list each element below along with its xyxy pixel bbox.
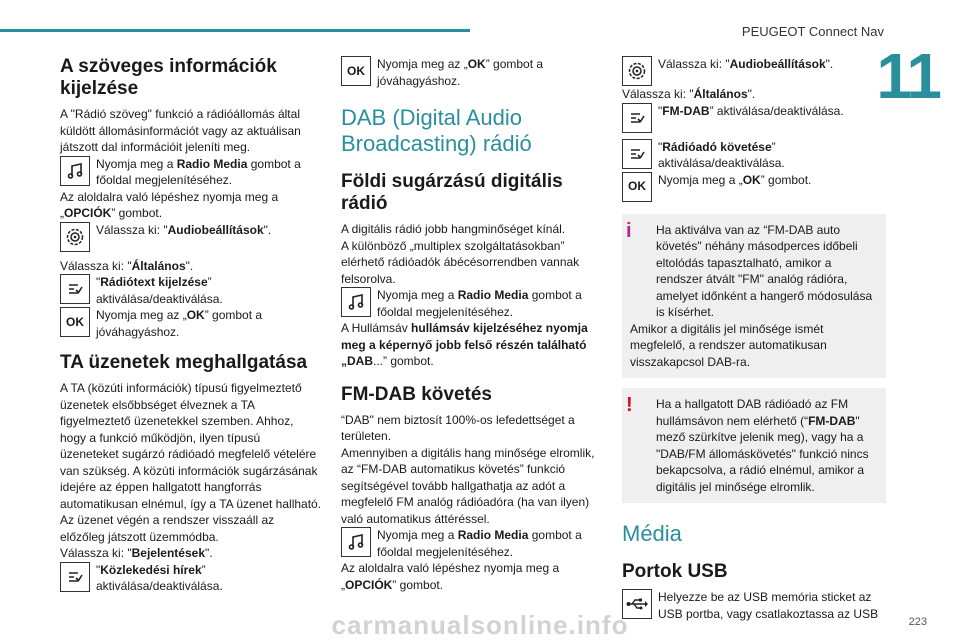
ok-button-icon: OK (622, 172, 652, 202)
info-note: i Ha aktiválva van az “FM-DAB auto követés" néhány másodperces időbeli eltolódás tapasztalható, amikor a rendszer átvált "FM" analóg rádióra, amelyet időnként a hangerő módosulása is kísérhet. Amikor a digitális jel minősége ismét megfelelő, a rendszer automatikusan visszakapcsol DAB-ra. (622, 214, 886, 379)
paragraph: A "Rádió szöveg" funkció a rádióállomás által küldött állomásinformációt vagy az aktuálisan játszott dal információit jeleníti meg. (60, 107, 301, 154)
checkbox-icon (60, 274, 90, 304)
music-note-icon (341, 527, 371, 557)
heading-fm-dab: FM-DAB követés (341, 383, 492, 405)
audio-settings-icon (622, 56, 652, 86)
paragraph: Az aloldalra való lépéshez nyomja meg a „OPCIÓK” gombot. (60, 189, 279, 220)
instruction-radio-media: Nyomja meg a Radio Media gombot a főoldal megjelenítéséhez. (60, 156, 322, 189)
paragraph: Válassza ki: "Bejelentések". (60, 546, 213, 560)
checkbox-icon (622, 139, 652, 169)
warning-note: ! Ha a hallgatott DAB rádióadó az FM hullámsávon nem elérhető (“FM-DAB" mező szürkítve jelenik meg), vagy ha a "DAB/FM állomáskövetés" funkció nincs bekapcsolva, a rádió elnémul, amikor a digitális jel minősége elromlik. (622, 388, 886, 503)
instruction-radio-media: Nyomja meg a Radio Media gombot a főoldal megjelenítéséhez. (341, 287, 603, 320)
ok-button-icon: OK (341, 56, 371, 86)
instruction-settings: Válassza ki: "Audiobeállítások". (622, 56, 886, 86)
paragraph: Az aloldalra való lépéshez nyomja meg a „OPCIÓK” gombot. (341, 561, 560, 592)
header-accent-bar (0, 29, 470, 32)
paragraph: A TA (közúti információk) típusú figyelmeztető üzenetek elsőbbséget élveznek a TA figyelmeztető üzenetekkel szemben. Ahhoz, hogy a funkció működjön, ilyen típusú üzeneteket sugárzó rádióadó megfelelő vételére van szükség. A közúti információk sugárzásának idejére az éppen hallgatott hangforrás automatikusan elnémul, így a TA üzenet hallható. Az üzenet végén a rendszer visszaáll az előzőleg játszott üzemmódba. (60, 381, 322, 544)
paragraph: A digitális rádió jobb hangminőséget kínál. (341, 222, 566, 236)
music-note-icon (341, 287, 371, 317)
heading-terrestrial: Földi sugárzású digitális rádió (341, 171, 563, 214)
ok-button-icon: OK (60, 307, 90, 337)
column-right (622, 56, 886, 622)
running-header-title: PEUGEOT Connect Nav (741, 24, 884, 39)
chapter-number: 11 (876, 40, 940, 112)
paragraph: Amennyiben a digitális hang minősége elromlik, az “FM-DAB automatikus követés” funkció segítségével tovább hallgathatja az adót a megfelelő FM analóg rádióadóra (ha van ilyen) való automatikus áttéréssel. (341, 445, 595, 526)
instruction-toggle-radiotext: "Rádiótext kijelzése” aktiválása/deaktiválása. (60, 274, 322, 307)
paragraph: Válassza ki: "Általános". (622, 87, 756, 101)
watermark: carmanualsonline.info (331, 610, 629, 640)
instruction-ok: OK Nyomja meg az „OK” gombot a jóváhagyáshoz. (60, 307, 322, 340)
instruction-settings: Válassza ki: "Audiobeállítások". (60, 222, 322, 252)
heading-usb-ports: Portok USB (622, 561, 728, 582)
paragraph: A Hullámsáv hullámsáv kijelzéséhez nyomja meg a képernyő jobb felső részén található „DAB...” gombot. (341, 321, 588, 368)
instruction-usb: Helyezze be az USB memória sticket az USB portba, vagy csatlakoztassa az USB (622, 589, 886, 622)
warning-icon: ! (626, 394, 633, 416)
music-note-icon (60, 156, 90, 186)
instruction-ok: OK Nyomja meg a „OK” gombot. (622, 172, 886, 202)
column-left (60, 56, 322, 595)
column-middle (341, 56, 603, 593)
paragraph: “DAB" nem biztosít 100%-os lefedettséget a területen. (341, 412, 575, 443)
heading-dab-radio: DAB (Digital Audio Broadcasting) rádió (341, 105, 532, 156)
info-icon: i (626, 219, 632, 242)
heading-text-info: A szöveges információk kijelzése (60, 56, 277, 99)
instruction-toggle-traffic: "Közlekedési hírek” aktiválása/deaktiválása. (60, 562, 322, 595)
paragraph: Válassza ki: "Általános". (60, 258, 194, 273)
heading-media: Média (622, 521, 682, 546)
page-number: 223 (908, 616, 927, 628)
instruction-toggle-station: "Rádióadó követése” aktiválása/deaktiválása. (622, 139, 886, 172)
instruction-radio-media: Nyomja meg a Radio Media gombot a főoldal megjelenítéséhez. (341, 527, 603, 560)
checkbox-icon (60, 562, 90, 592)
audio-settings-icon (60, 222, 90, 252)
instruction-ok: OK Nyomja meg az „OK” gombot a jóváhagyáshoz. (341, 56, 603, 89)
paragraph: A különböző „multiplex szolgáltatásokban” elérhető rádióadók ábécésorrendben vannak felsorolva. (341, 238, 580, 286)
checkbox-icon (622, 103, 652, 133)
heading-ta-messages: TA üzenetek meghallgatása (60, 352, 308, 373)
instruction-toggle-fmdab: "FM-DAB” aktiválása/deaktiválása. (622, 103, 886, 133)
